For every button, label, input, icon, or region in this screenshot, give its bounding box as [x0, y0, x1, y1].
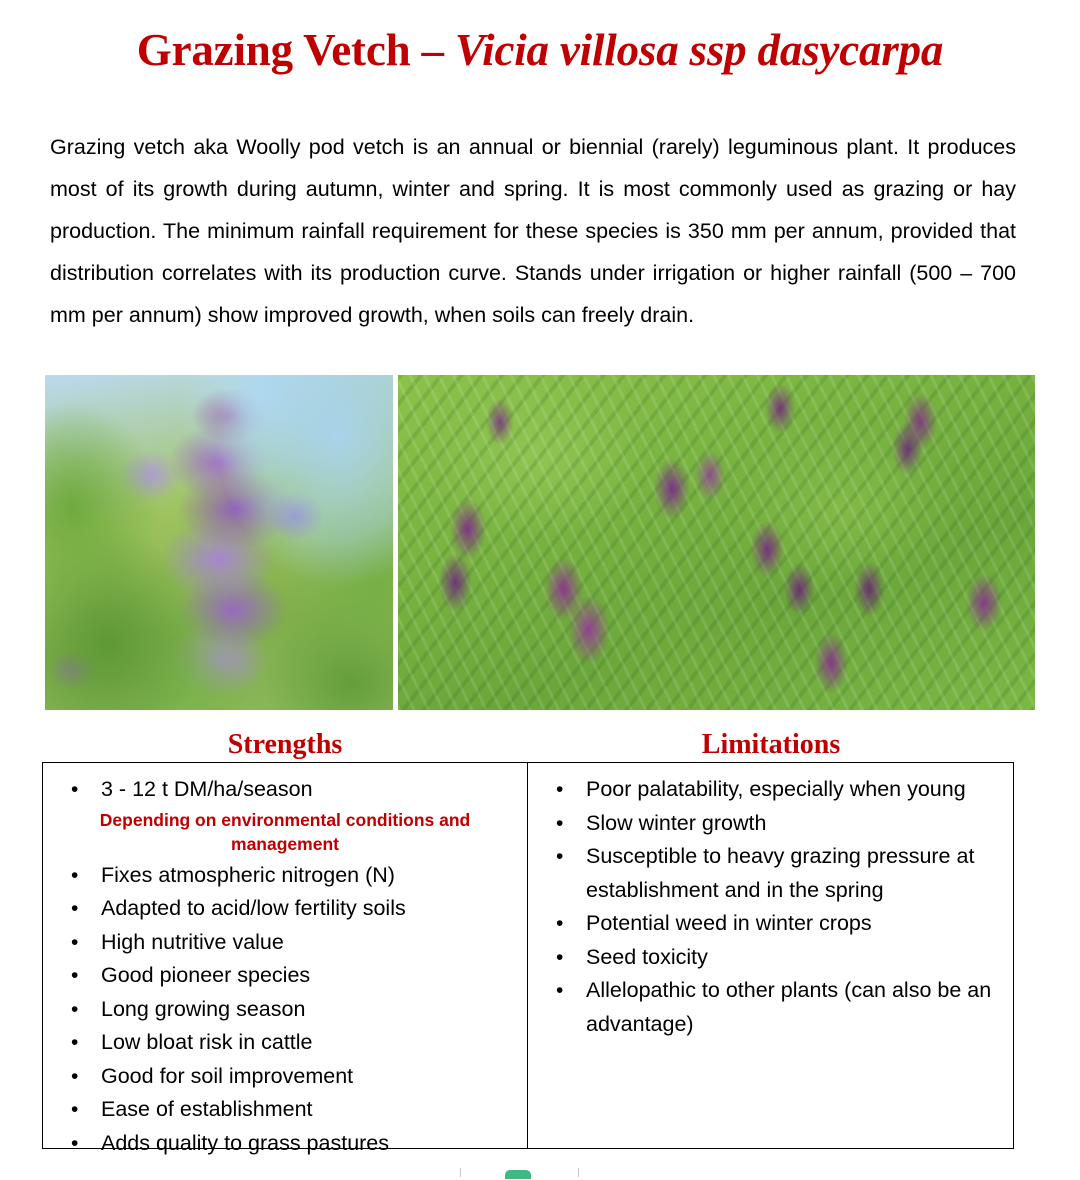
- list-item: • Long growing season: [49, 993, 521, 1027]
- grazing-vetch-field-photo: [398, 375, 1035, 710]
- list-item: • Seed toxicity: [534, 941, 1007, 975]
- strengths-cell: [43, 763, 528, 1155]
- list-item: • Poor palatability, especially when young: [534, 773, 1007, 807]
- list-item: • High nutritive value: [49, 926, 521, 960]
- grazing-vetch-flower-closeup-photo: [45, 375, 393, 710]
- table-column-headers: [42, 728, 1014, 762]
- footer-crop-region: [0, 1166, 1080, 1180]
- photo-strip: [45, 375, 1035, 710]
- strengths-subnote: Depending on environmental conditions and management: [99, 809, 471, 854]
- list-item: • Susceptible to heavy grazing pressure at establishment and in the spring: [534, 840, 1007, 907]
- list-item: • Slow winter growth: [534, 807, 1007, 841]
- strengths-list: [49, 773, 521, 1160]
- intro-paragraph: Grazing vetch aka Woolly pod vetch is an annual or biennial (rarely) leguminous plant. It produces most of its growth during autumn, winter and spring. It is most commonly used as grazing or hay production. The minimum rainfall requirement for these species is 350 mm per annum, provided that distribution correlates with its production curve. Stands under irrigation or higher rainfall (500 – 700 mm per annum) show improved growth, when soils can freely drain.: [50, 134, 1016, 327]
- strengths-subnote-item: [49, 807, 521, 859]
- list-item: • Good for soil improvement: [49, 1060, 521, 1094]
- limitations-header: Limitations: [701, 729, 841, 760]
- limitations-cell: [528, 763, 1013, 1148]
- list-item: • Ease of establishment: [49, 1093, 521, 1127]
- strengths-limitations-table: [42, 762, 1014, 1155]
- page-title-scientific-name: Vicia villosa ssp dasycarpa: [454, 25, 944, 75]
- list-item: • Adds quality to grass pastures: [49, 1127, 521, 1161]
- footer-logo-icon: [505, 1170, 531, 1179]
- list-item: • Allelopathic to other plants (can also be an advantage): [534, 974, 1007, 1041]
- strengths-header: Strengths: [227, 729, 343, 760]
- list-item: • Good pioneer species: [49, 959, 521, 993]
- list-item: • Adapted to acid/low fertility soils: [49, 892, 521, 926]
- limitations-list: [534, 773, 1007, 1041]
- footer-tick-left: [460, 1168, 461, 1177]
- list-item: • 3 - 12 t DM/ha/season: [49, 773, 521, 807]
- list-item: • Potential weed in winter crops: [534, 907, 1007, 941]
- footer-tick-right: [578, 1168, 579, 1177]
- page-title: [0, 22, 1080, 78]
- list-item: • Fixes atmospheric nitrogen (N): [49, 859, 521, 893]
- list-item: • Low bloat risk in cattle: [49, 1026, 521, 1060]
- page-title-common-name: Grazing Vetch –: [136, 25, 455, 75]
